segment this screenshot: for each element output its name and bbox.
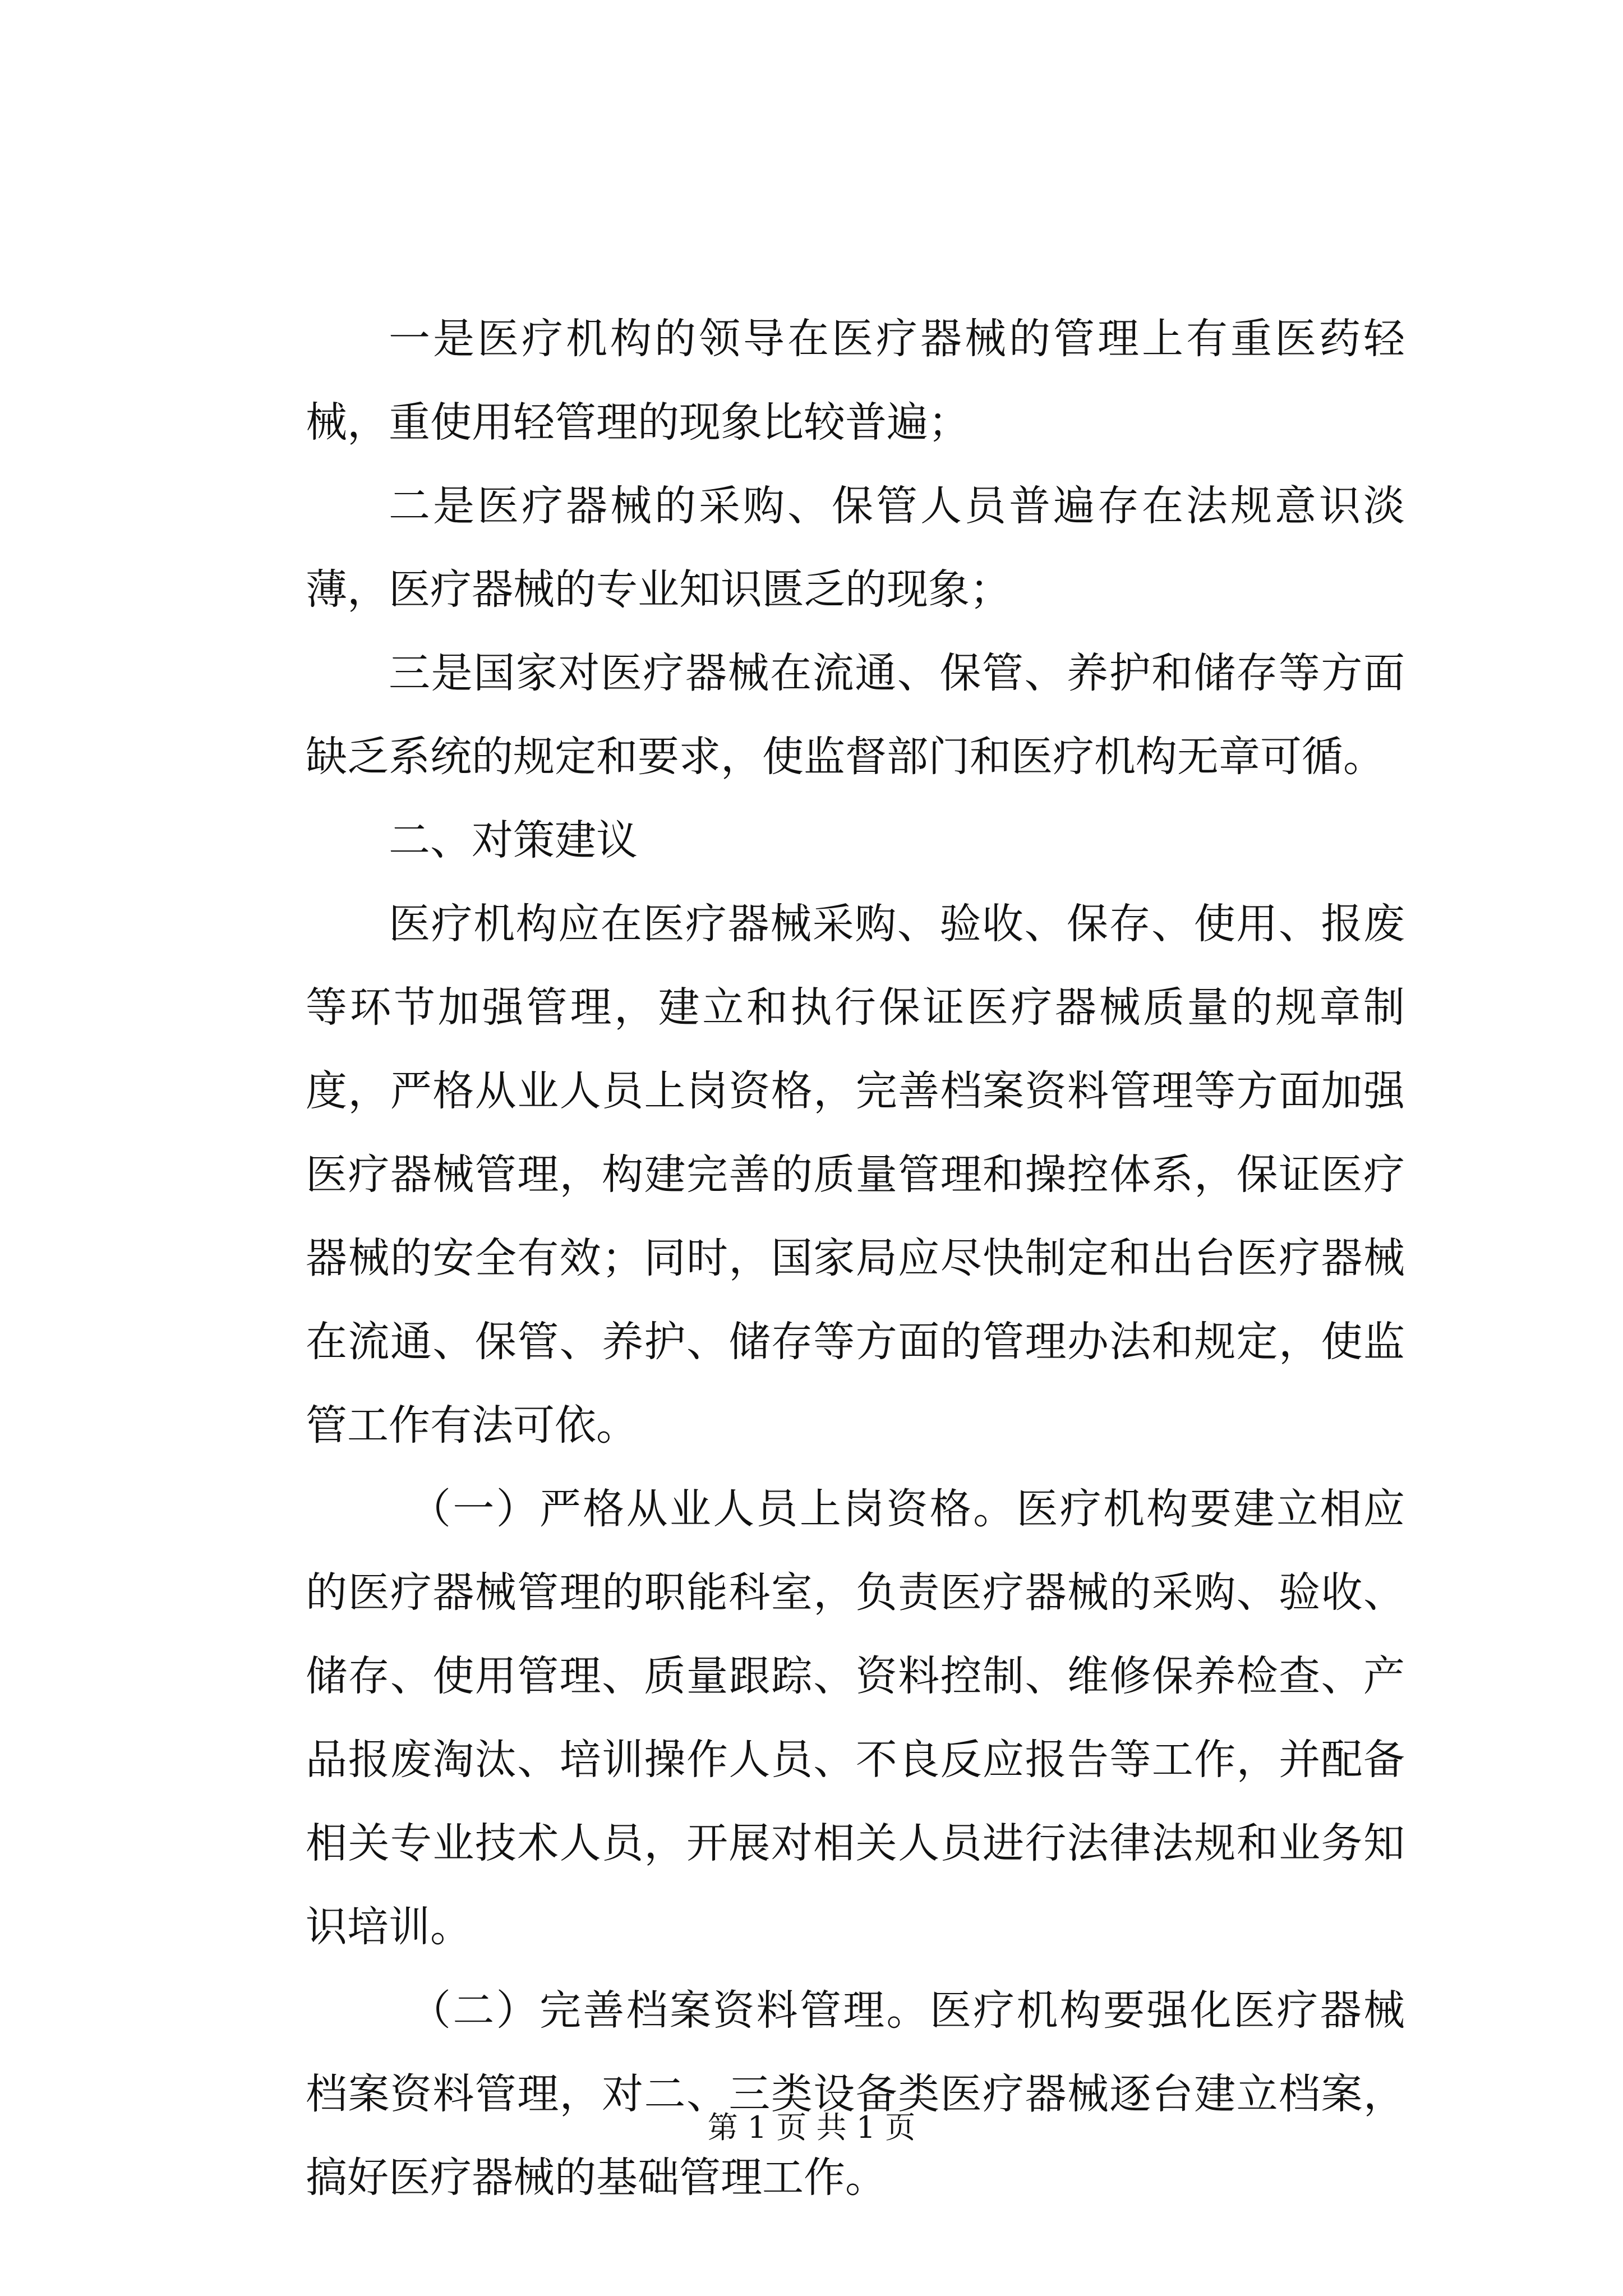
page-footer: 第 1 页 共 1 页: [707, 2110, 916, 2145]
paragraph-issue-three: 三是国家对医疗器械在流通、保管、养护和储存等方面缺乏系统的规定和要求，使监督部门和医疗机构无章可循。: [306, 649, 1405, 781]
paragraph-countermeasures-overview: 医疗机构应在医疗器械采购、验收、保存、使用、报废等环节加强管理，建立和执行保证医疗器械质量的规章制度，严格从业人员上岗资格，完善档案资料管理等方面加强医疗器械管理，构建完善的质量管理和操控体系，保证医疗器械的安全有效；同时，国家局应尽快制定和出台医疗器械在流通、保管、养护、储存等方面的管理办法和规定，使监管工作有法可依。: [306, 900, 1405, 1450]
paragraph-point-two: （二）完善档案资料管理。医疗机构要强化医疗器械档案资料管理，对二、三类设备类医疗器械逐台建立档案，搞好医疗器械的基础管理工作。: [306, 1986, 1405, 2202]
paragraph-point-one: （一）严格从业人员上岗资格。医疗机构要建立相应的医疗器械管理的职能科室，负责医疗器械的采购、验收、储存、使用管理、质量跟踪、资料控制、维修保养检查、产品报废淘汰、培训操作人员、不良反应报告等工作，并配备相关专业技术人员，开展对相关人员进行法律法规和业务知识培训。: [306, 1485, 1405, 1951]
paragraph-issue-two: 二是医疗器械的采购、保管人员普遍存在法规意识淡薄，医疗器械的专业知识匮乏的现象；: [306, 482, 1405, 614]
section-heading-countermeasures: 二、对策建议: [389, 816, 638, 864]
document-body: [306, 297, 1405, 2220]
paragraph-issue-one: 一是医疗机构的领导在医疗器械的管理上有重医药轻械，重使用轻管理的现象比较普遍；: [306, 315, 1405, 447]
